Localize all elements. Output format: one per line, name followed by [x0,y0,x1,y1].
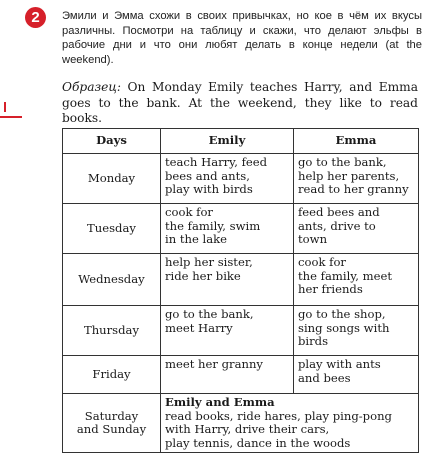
sample-text: On Monday Emily teaches Harry, and Emma goes to the bank. At the weekend, they like to read books. [62,80,418,125]
day-cell: Monday [63,154,161,204]
emily-activities: teach Harry, feed bees and ants, play with birds [165,155,267,197]
weekend-cell [161,394,419,453]
emily-activities: meet her granny [165,357,263,371]
weekend-both-label: Emily and Emma [165,395,275,409]
emily-cell [161,204,294,254]
emma-activities: go to the bank, help her parents, read to her granny [298,155,409,197]
schedule-table [62,128,419,453]
emily-cell [161,154,294,204]
margin-mark-icon [0,108,22,118]
table-row-weekend [63,394,419,453]
emma-activities: go to the shop, sing songs with birds [298,307,390,349]
emma-cell [294,154,419,204]
day-cell [63,394,161,453]
exercise-instruction: Эмили и Эмма схожи в своих привычках, но кое в чём их вкусы различны. Посмотри на таблицу и скажи, что делают эльфы в рабочие дни и что они любят делать в конце недели (at the weekend). [62,10,422,66]
table-row [63,204,419,254]
emma-activities: cook for the family, meet her friends [298,255,393,297]
header-emily: Emily [161,129,294,154]
day-cell: Wednesday [63,254,161,306]
table-row [63,356,419,394]
emma-cell [294,254,419,306]
weekend-activities: read books, ride hares, play ping-pong with Harry, drive their cars, play tennis, dance in the woods [165,408,392,450]
emma-cell [294,306,419,356]
table-row [63,254,419,306]
emily-cell [161,306,294,356]
emma-activities: play with ants and bees [298,357,381,385]
table-row [63,154,419,204]
table-header-row [63,129,419,154]
emma-cell [294,356,419,394]
margin-mark-dash [0,116,22,118]
sample-label: Образец: [62,80,121,94]
header-days: Days [63,129,161,154]
table-row [63,306,419,356]
emma-activities: feed bees and ants, drive to town [298,205,380,247]
day-cell: Tuesday [63,204,161,254]
header-emma: Emma [294,129,419,154]
exercise-number-badge: 2 [25,7,46,28]
emma-cell [294,204,419,254]
day-cell: Friday [63,356,161,394]
margin-mark-stub [4,102,6,112]
weekend-days: Saturday and Sunday [76,408,147,437]
emily-cell [161,254,294,306]
day-cell: Thursday [63,306,161,356]
emily-activities: cook for the family, swim in the lake [165,205,261,247]
emily-activities: help her sister, ride her bike [165,255,253,283]
sample-answer [62,80,418,127]
emily-cell [161,356,294,394]
emily-activities: go to the bank, meet Harry [165,307,254,335]
